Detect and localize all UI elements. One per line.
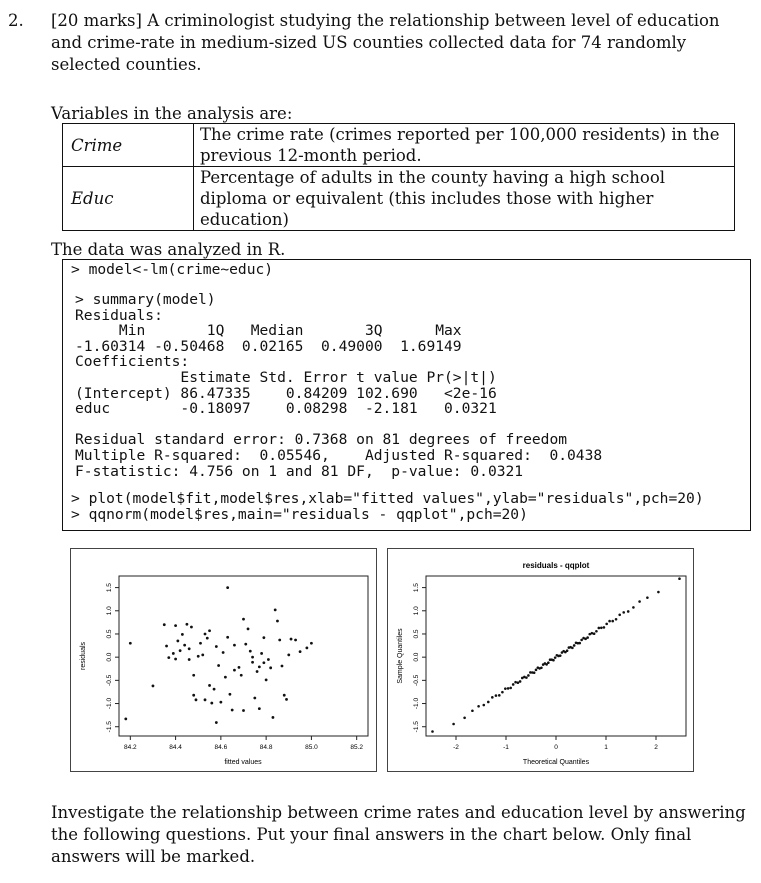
plot-frame bbox=[119, 576, 368, 736]
data-point bbox=[278, 639, 281, 642]
qq-point bbox=[527, 674, 530, 677]
qq-point bbox=[509, 687, 512, 690]
data-point bbox=[210, 702, 213, 705]
data-point bbox=[276, 620, 279, 623]
y-tick-label: -0.5 bbox=[106, 674, 113, 686]
y-tick-label: -1.0 bbox=[106, 697, 113, 710]
r-summary-output: > summary(model) Residuals: Min 1Q Median 3Q Max -1.60314 -0.50468 0.02165 0.49000 1.69149 Coefficients: Estimate Std. Error t value Pr(>|t|) (Intercept) 86.47335 0.84209 102.690 <2e-16 educ -0.18097 0.08298 -2.181 0.0321 Residual standard error: 0.7368 on 81 degrees of freedom Multiple R-squared: 0.05546, Adjusted R-squared: 0.0438 F-statistic: 4.756 on 1 and 81 DF, p-value: 0.0321 bbox=[75, 291, 603, 480]
data-point bbox=[260, 652, 263, 655]
data-point bbox=[152, 685, 155, 688]
data-point bbox=[176, 640, 179, 643]
data-point bbox=[274, 608, 277, 611]
data-point bbox=[215, 645, 218, 648]
data-point bbox=[174, 624, 177, 627]
qq-point bbox=[552, 659, 555, 662]
y-axis-label: Sample Quantiles bbox=[397, 628, 404, 684]
data-point bbox=[172, 652, 175, 655]
question-number: 2. bbox=[8, 11, 24, 30]
data-point bbox=[231, 709, 234, 712]
qq-point bbox=[598, 627, 601, 630]
qq-point bbox=[608, 620, 611, 623]
data-point bbox=[174, 658, 177, 661]
r-command-model: > model<-lm(crime~educ) bbox=[71, 261, 274, 278]
x-tick-label: 0 bbox=[554, 744, 558, 751]
data-point bbox=[233, 669, 236, 672]
x-tick-label: -1 bbox=[503, 744, 509, 751]
data-point bbox=[195, 698, 198, 701]
qq-point bbox=[632, 606, 635, 609]
qq-point bbox=[586, 636, 589, 639]
qq-point bbox=[622, 611, 625, 614]
data-point bbox=[206, 637, 209, 640]
y-tick-label: 0.5 bbox=[106, 629, 113, 639]
x-tick-label: 2 bbox=[654, 744, 658, 751]
data-point bbox=[242, 709, 245, 712]
qq-point bbox=[482, 704, 485, 707]
data-point bbox=[208, 629, 211, 632]
x-tick-label: 85.0 bbox=[305, 744, 318, 751]
r-command-plots: > plot(model$fit,model$res,xlab="fitted values",ylab="residuals",pch=20) > qqnorm(model$res,main="residuals - qqplot",pch=20) bbox=[71, 490, 704, 523]
qq-plot-title: residuals - qqplot bbox=[522, 561, 590, 570]
data-point bbox=[283, 694, 286, 697]
qq-plot-svg bbox=[388, 549, 693, 771]
qq-point bbox=[554, 656, 557, 659]
y-tick-label: 1.5 bbox=[413, 583, 420, 593]
data-point bbox=[224, 676, 227, 679]
data-point bbox=[204, 633, 207, 636]
data-point bbox=[285, 698, 288, 701]
qq-point bbox=[519, 680, 522, 683]
y-tick-label: -1.5 bbox=[413, 721, 420, 733]
qq-point bbox=[678, 577, 681, 580]
data-point bbox=[240, 674, 243, 677]
variable-description: Percentage of adults in the county having a high school diploma or equivalent (this includes those with higher education) bbox=[194, 167, 735, 231]
y-tick-label: 1.0 bbox=[413, 606, 420, 616]
data-point bbox=[213, 688, 216, 691]
y-tick-label: 1.0 bbox=[106, 606, 113, 616]
data-point bbox=[233, 644, 236, 647]
qq-point bbox=[471, 709, 474, 712]
data-point bbox=[258, 707, 261, 710]
qq-point bbox=[566, 649, 569, 652]
data-point bbox=[251, 656, 254, 659]
y-tick-label: -0.5 bbox=[413, 674, 420, 686]
data-point bbox=[290, 638, 293, 641]
data-point bbox=[192, 674, 195, 677]
qq-point bbox=[495, 694, 498, 697]
data-point bbox=[262, 636, 265, 639]
data-point bbox=[244, 643, 247, 646]
instructions-text: Investigate the relationship between crime rates and education level by answering the following questions. Put your final answers in the chart below. Only final answers will be marked. bbox=[51, 803, 746, 866]
data-point bbox=[183, 644, 186, 647]
qq-point bbox=[600, 626, 603, 629]
qq-point bbox=[605, 623, 608, 626]
variable-description: The crime rate (crimes reported per 100,000 residents) in the previous 12-month period. bbox=[194, 124, 735, 167]
data-point bbox=[247, 627, 250, 630]
qq-point bbox=[578, 642, 581, 645]
x-axis-label: fitted values bbox=[224, 759, 262, 766]
data-point bbox=[238, 666, 241, 669]
qq-point bbox=[646, 596, 649, 599]
data-point bbox=[217, 664, 220, 667]
data-point bbox=[208, 684, 211, 687]
x-tick-label: 84.4 bbox=[169, 744, 182, 751]
y-tick-label: 0.0 bbox=[413, 652, 420, 662]
y-tick-label: -1.0 bbox=[413, 697, 420, 710]
qq-point bbox=[512, 683, 515, 686]
data-point bbox=[222, 651, 225, 654]
data-point bbox=[229, 693, 232, 696]
x-tick-label: -2 bbox=[453, 744, 459, 751]
qq-point bbox=[627, 610, 630, 613]
data-point bbox=[201, 653, 204, 656]
x-tick-label: 84.2 bbox=[123, 744, 137, 751]
qq-point bbox=[452, 723, 455, 726]
qq-point bbox=[525, 676, 528, 679]
qq-point bbox=[638, 600, 641, 603]
x-tick-label: 84.6 bbox=[214, 744, 228, 751]
qq-point bbox=[501, 691, 504, 694]
qq-point bbox=[611, 620, 614, 623]
data-point bbox=[165, 645, 168, 648]
qq-point bbox=[463, 716, 466, 719]
data-point bbox=[272, 716, 275, 719]
qq-point bbox=[657, 591, 660, 594]
qq-point bbox=[540, 666, 543, 669]
qq-point bbox=[498, 694, 501, 697]
data-point bbox=[265, 678, 268, 681]
r-output-box bbox=[62, 259, 751, 531]
data-point bbox=[167, 656, 170, 659]
qq-point bbox=[431, 730, 434, 733]
qq-point bbox=[547, 661, 550, 664]
data-point bbox=[294, 639, 297, 642]
qq-point bbox=[580, 639, 583, 642]
qq-point bbox=[593, 632, 596, 635]
x-tick-label: 84.8 bbox=[259, 744, 273, 751]
data-point bbox=[269, 666, 272, 669]
analysis-heading: The data was analyzed in R. bbox=[51, 240, 286, 259]
y-tick-label: 1.5 bbox=[106, 583, 113, 593]
qq-point bbox=[514, 681, 517, 684]
data-point bbox=[215, 721, 218, 724]
data-point bbox=[188, 647, 191, 650]
data-point bbox=[253, 697, 256, 700]
data-point bbox=[242, 618, 245, 621]
data-point bbox=[181, 633, 184, 636]
data-point bbox=[219, 701, 222, 704]
x-tick-label: 1 bbox=[604, 744, 608, 751]
qq-point bbox=[595, 630, 598, 633]
y-tick-label: 0.5 bbox=[413, 629, 420, 639]
qq-point bbox=[618, 614, 621, 617]
y-tick-label: -1.5 bbox=[106, 721, 113, 733]
data-point bbox=[267, 658, 270, 661]
data-point bbox=[188, 658, 191, 661]
qq-point bbox=[603, 626, 606, 629]
data-point bbox=[199, 642, 202, 645]
data-point bbox=[256, 670, 259, 673]
qq-point bbox=[573, 644, 576, 647]
qq-point bbox=[504, 687, 507, 690]
variable-row-crime bbox=[63, 124, 735, 167]
data-point bbox=[124, 717, 127, 720]
data-point bbox=[186, 623, 189, 626]
qq-point bbox=[533, 671, 536, 674]
variable-name: Educ bbox=[63, 167, 194, 231]
y-axis-label: residuals bbox=[80, 641, 87, 671]
qq-point bbox=[487, 701, 490, 704]
data-point bbox=[262, 661, 265, 664]
qq-point bbox=[507, 687, 510, 690]
x-axis-label: Theoretical Quantiles bbox=[522, 759, 590, 766]
variable-name: Crime bbox=[63, 124, 194, 167]
data-point bbox=[226, 636, 229, 639]
data-point bbox=[129, 642, 132, 645]
qq-point bbox=[491, 696, 494, 699]
residual-plot-svg bbox=[71, 549, 376, 771]
data-point bbox=[179, 649, 182, 652]
data-point bbox=[204, 698, 207, 701]
variables-heading: Variables in the analysis are: bbox=[51, 104, 293, 123]
data-point bbox=[305, 646, 308, 649]
question-text: [20 marks] A criminologist studying the relationship between level of education and crime-rate in medium-sized US counties collected data for 74 randomly selected counties. bbox=[51, 11, 720, 74]
qq-point bbox=[571, 647, 574, 650]
data-point bbox=[249, 650, 252, 653]
y-tick-label: 0.0 bbox=[106, 652, 113, 662]
data-point bbox=[299, 650, 302, 653]
variable-row-educ bbox=[63, 167, 735, 231]
qq-point bbox=[535, 669, 538, 672]
qq-point bbox=[615, 618, 618, 621]
qq-point bbox=[591, 632, 594, 635]
data-point bbox=[287, 653, 290, 656]
data-point bbox=[226, 586, 229, 589]
data-point bbox=[251, 661, 254, 664]
variables-table bbox=[62, 123, 735, 231]
data-point bbox=[163, 623, 166, 626]
data-point bbox=[258, 665, 261, 668]
data-point bbox=[197, 655, 200, 658]
data-point bbox=[192, 694, 195, 697]
qq-point bbox=[559, 654, 562, 657]
x-tick-label: 85.2 bbox=[350, 744, 364, 751]
residual-plot bbox=[70, 548, 377, 772]
data-point bbox=[310, 642, 313, 645]
data-point bbox=[281, 665, 284, 668]
data-point bbox=[190, 626, 193, 629]
qq-point bbox=[477, 705, 480, 708]
qq-point bbox=[517, 681, 520, 684]
qq-plot bbox=[387, 548, 694, 772]
